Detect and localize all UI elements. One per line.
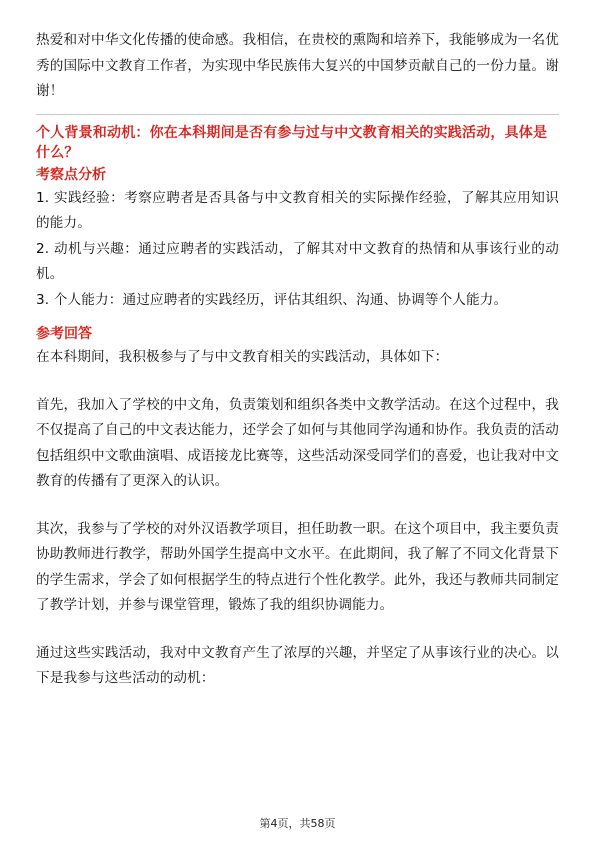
spacer [36,495,559,517]
intro-paragraph: 热爱和对中华文化传播的使命感。我相信，在贵校的熏陶和培养下，我能够成为一名优秀的国际中文教育工作者，为实现中华民族伟大复兴的中国梦贡献自己的一份力量。谢谢！ [36,32,559,99]
analysis-item: 3. 个人能力：通过应聘者的实践经历，评估其组织、沟通、协调等个人能力。 [36,291,508,308]
answer-paragraph: 首先，我加入了学校的中文角，负责策划和组织各类中文教学活动。在这个过程中，我不仅提高了自己的中文表达能力，还学会了如何与其他同学沟通和协作。我负责的活动包括组织中文歌曲演唱、成语接龙比赛等，这些活动深受同学们的喜爱，也让我对中文教育的传播有了更深入的认识。 [36,396,559,489]
answer-paragraph: 通过这些实践活动，我对中文教育产生了浓厚的兴趣，并坚定了从事该行业的决心。以下是我参与这些活动的动机： [36,644,559,686]
page-number-footer: 第4页，共58页 [259,817,336,830]
page-content [36,28,559,692]
answer-paragraph: 其次，我参与了学校的对外汉语教学项目，担任助教一职。在这个项目中，我主要负责协助教师进行教学，帮助外国学生提高中文水平。在此期间，我了解了不同文化背景下的学生需求，学会了如何根据学生的特点进行个性化教学。此外，我还与教师共同制定了教学计划，并参与课堂管理，锻炼了我的组织协调能力。 [36,520,559,613]
analysis-item: 2. 动机与兴趣：通过应聘者的实践活动，了解其对中文教育的热情和从事该行业的动机。 [36,240,559,282]
analysis-item: 1. 实践经验：考察应聘者是否具备与中文教育相关的实际操作经验，了解其应用知识的能力。 [36,189,559,231]
question-heading: 个人背景和动机：你在本科期间是否有参与过与中文教育相关的实践活动，具体是什么？ [36,124,548,161]
analysis-list [36,186,559,314]
answer-title: 参考回答 [36,326,92,342]
spacer [36,619,559,641]
section-divider [36,114,559,115]
analysis-title: 考察点分析 [36,166,106,183]
spacer [36,313,559,322]
answer-paragraph: 在本科期间，我积极参与了与中文教育相关的实践活动，具体如下： [36,349,449,365]
spacer [36,371,559,393]
